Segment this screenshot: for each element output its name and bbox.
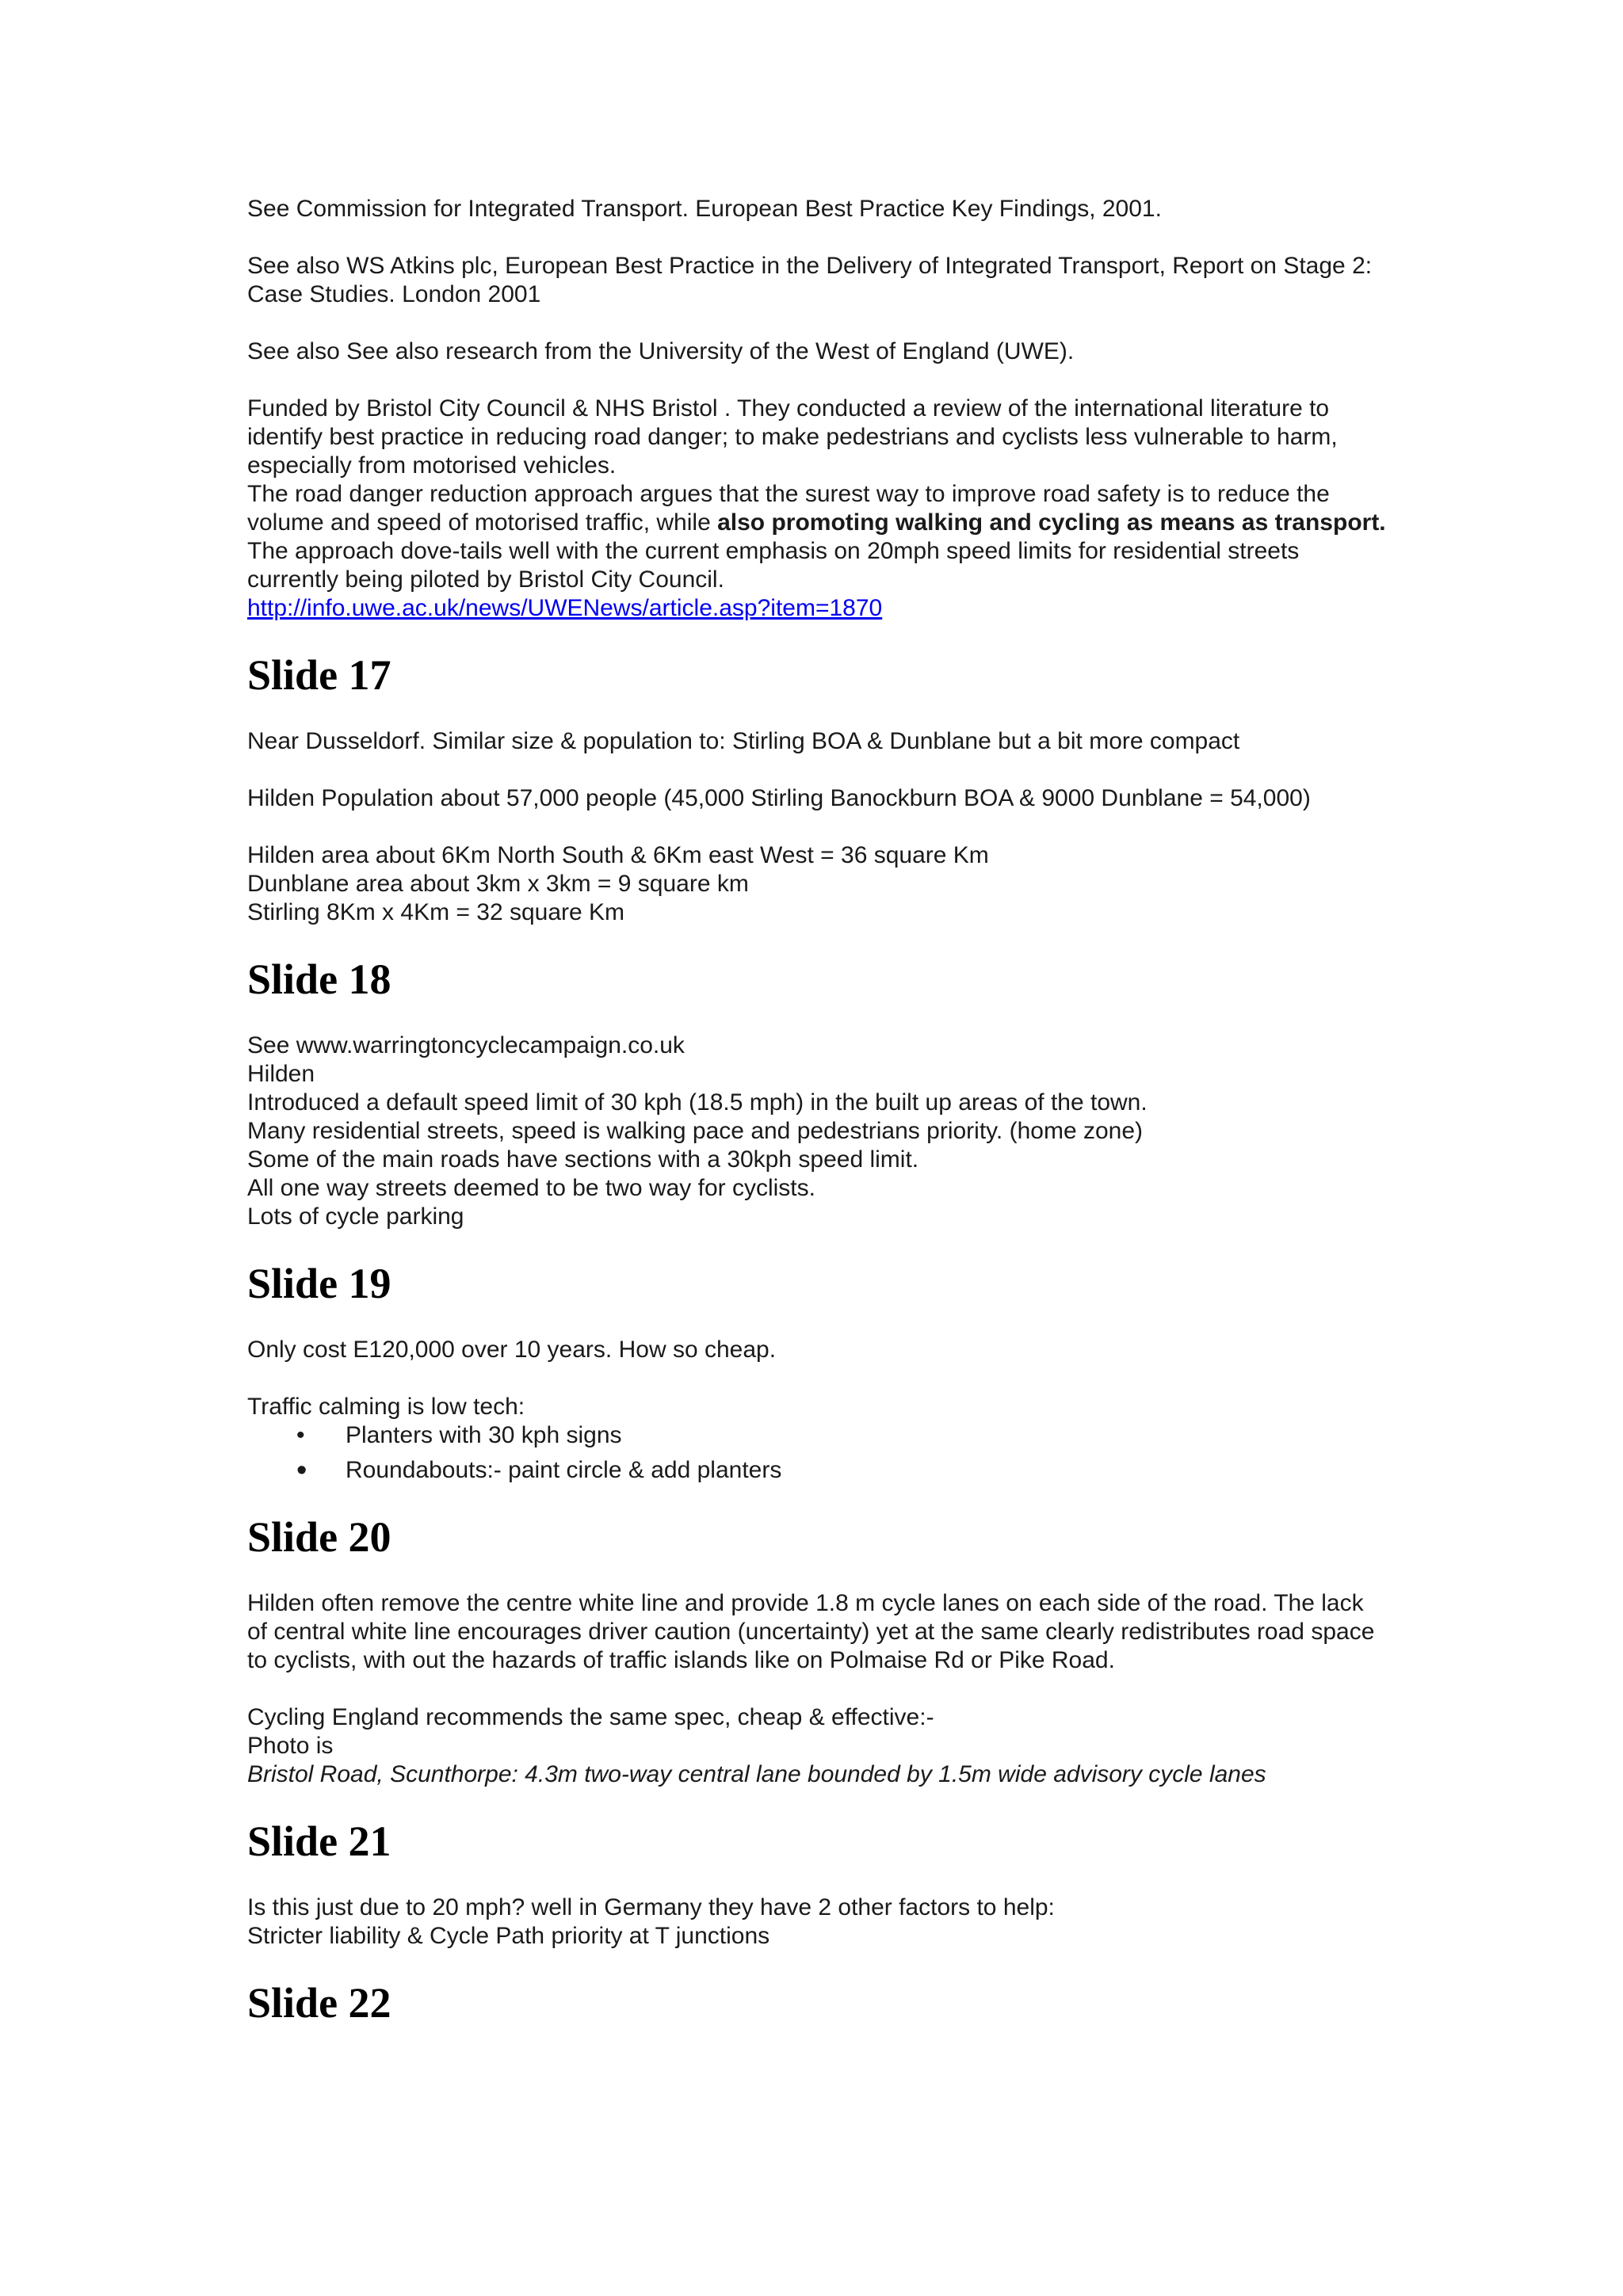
slide-20-heading: Slide 20 <box>247 1513 391 1561</box>
uwe-link-line <box>247 594 1388 623</box>
slide-18-line-3: Introduced a default speed limit of 30 kph (18.5 mph) in the built up areas of the town. <box>247 1089 1148 1116</box>
slide-18-line-7: Lots of cycle parking <box>247 1203 464 1230</box>
slide-18-line-6: All one way streets deemed to be two way for cyclists. <box>247 1175 815 1201</box>
slide-20-line-4 <box>247 1760 1388 1789</box>
bullet-icon: • <box>296 1454 307 1487</box>
intro-paragraph-4: Funded by Bristol City Council & NHS Bristol . They conducted a review of the international literature to identify best practice in reducing road danger; to make pedestrians and cyclists less vulnerable to harm, especially from motorised vehicles. <box>247 395 1338 479</box>
uwe-news-link[interactable]: http://info.uwe.ac.uk/news/UWENews/article.asp?item=1870 <box>247 595 883 621</box>
slide-17-line-4: Dunblane area about 3km x 3km = 9 square km <box>247 871 749 897</box>
slide-20-line-3: Photo is <box>247 1733 334 1759</box>
document-page <box>247 195 1388 2055</box>
slide-19-heading: Slide 19 <box>247 1260 391 1307</box>
slide-18-line-2: Hilden <box>247 1061 315 1087</box>
list-item <box>247 1421 1388 1450</box>
intro-paragraph-5 <box>247 480 1388 594</box>
intro-paragraph-1: See Commission for Integrated Transport. European Best Practice Key Findings, 2001. <box>247 196 1162 222</box>
slide-17-line-1: Near Dusseldorf. Similar size & population to: Stirling BOA & Dunblane but a bit more compact <box>247 728 1240 754</box>
intro-paragraph-5-end: The approach dove-tails well with the current emphasis on 20mph speed limits for residential streets currently being piloted by Bristol City Council. <box>247 538 1300 593</box>
slide-18-line-1: See www.warringtoncyclecampaign.co.uk <box>247 1032 685 1058</box>
slide-17-heading: Slide 17 <box>247 651 391 699</box>
traffic-calming-list <box>247 1421 1388 1485</box>
slide-17-line-2: Hilden Population about 57,000 people (45,000 Stirling Banockburn BOA & 9000 Dunblane = 54,000) <box>247 785 1311 811</box>
list-item-text: Planters with 30 kph signs <box>346 1422 622 1448</box>
intro-paragraph-2: See also WS Atkins plc, European Best Practice in the Delivery of Integrated Transport, Report on Stage 2: Case Studies. London 2001 <box>247 253 1373 307</box>
intro-paragraph-5-start: The road danger reduction approach argues that the surest way to improve road safety is to reduce the volume and speed of motorised traffic, while <box>247 481 1330 536</box>
slide-18-heading: Slide 18 <box>247 955 391 1003</box>
slide-19-line-2: Traffic calming is low tech: <box>247 1394 525 1420</box>
slide-18-line-4: Many residential streets, speed is walking pace and pedestrians priority. (home zone) <box>247 1118 1144 1144</box>
slide-20-line-2: Cycling England recommends the same spec, cheap & effective:- <box>247 1704 934 1730</box>
slide-21-line-1: Is this just due to 20 mph? well in Germany they have 2 other factors to help: <box>247 1894 1055 1920</box>
intro-paragraph-3: See also See also research from the University of the West of England (UWE). <box>247 338 1075 364</box>
slide-20-paragraph-1: Hilden often remove the centre white line and provide 1.8 m cycle lanes on each side of the road. The lack of central white line encourages driver caution (uncertainty) yet at the same clearly redistributes road space to cyclists, with out the hazards of traffic islands like on Polmaise Rd or Pike Road. <box>247 1590 1375 1673</box>
slide-18-line-5: Some of the main roads have sections with a 30kph speed limit. <box>247 1146 919 1173</box>
list-item <box>247 1456 1388 1485</box>
bullet-icon: • <box>296 1422 305 1448</box>
slide-22-heading: Slide 22 <box>247 1979 391 2027</box>
intro-paragraph-5-bold: also promoting walking and cycling as means as transport. <box>717 509 1386 536</box>
slide-17-line-5: Stirling 8Km x 4Km = 32 square Km <box>247 899 625 925</box>
slide-21-line-2: Stricter liability & Cycle Path priority at T junctions <box>247 1923 770 1949</box>
slide-21-heading: Slide 21 <box>247 1817 391 1865</box>
list-item-text: Roundabouts:- paint circle & add planters <box>346 1457 782 1483</box>
slide-17-line-3: Hilden area about 6Km North South & 6Km east West = 36 square Km <box>247 842 989 868</box>
photo-caption: Bristol Road, Scunthorpe: 4.3m two-way central lane bounded by 1.5m wide advisory cycle lanes <box>247 1761 1266 1787</box>
slide-19-line-1: Only cost E120,000 over 10 years. How so cheap. <box>247 1337 777 1363</box>
